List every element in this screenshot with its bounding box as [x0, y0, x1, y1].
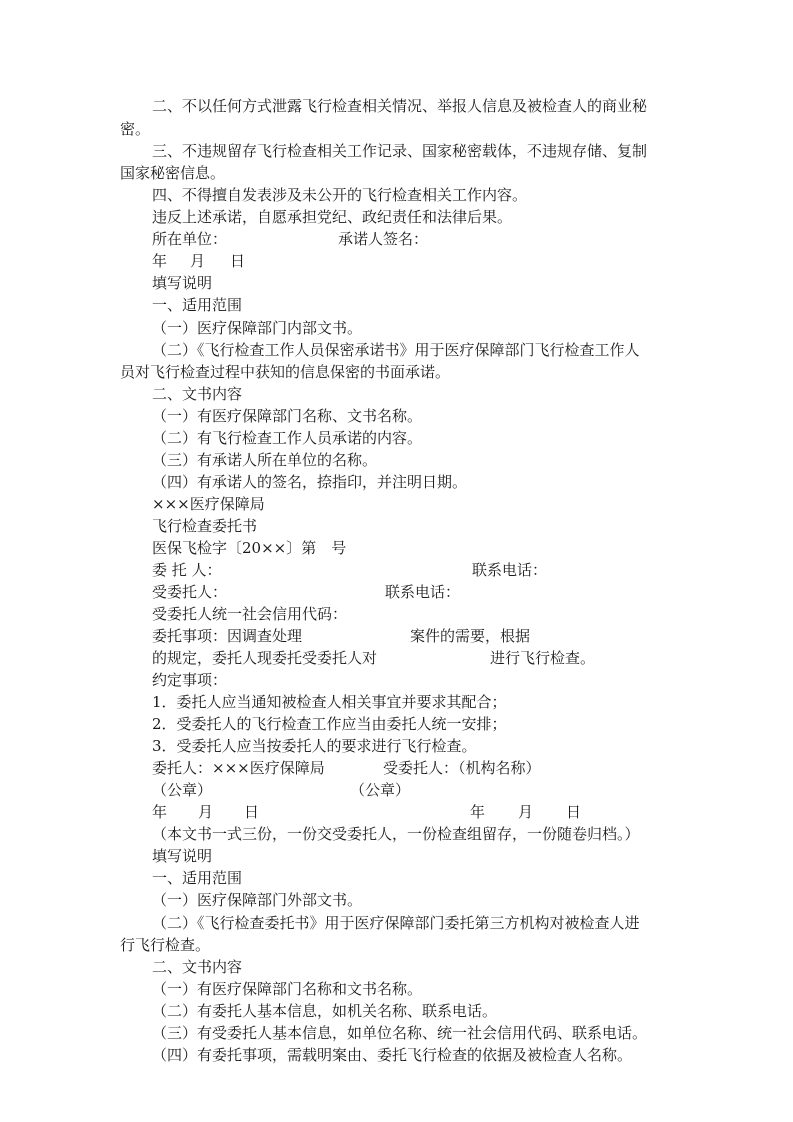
notes-2-content-2: （二）有委托人基本信息，如机关名称、联系电话。: [152, 1002, 498, 1020]
doc-title: 飞行检查委托书: [152, 517, 258, 535]
matter-case: 案件的需要，根据: [410, 627, 531, 645]
agent-label: 受委托人：: [152, 583, 228, 601]
notes-1-title: 填写说明: [152, 274, 213, 292]
notes-1-scope-1: （一）医疗保障部门内部文书。: [152, 319, 363, 337]
right-date-day: 日: [566, 803, 582, 821]
promise-date-year: 年: [152, 252, 168, 270]
sign-principal: 委托人：×××医疗保障局: [152, 759, 325, 777]
notes-2-scope-2-text-2: 行飞行检查。: [120, 936, 211, 954]
notes-1-content-1: （一）有医疗保障部门名称、文书名称。: [152, 407, 423, 425]
left-date-year: 年: [152, 803, 168, 821]
notes-1-content-heading: 二、文书内容: [152, 385, 243, 403]
clause-3-text-2: 国家秘密信息。: [120, 164, 226, 182]
notes-2-scope-heading: 一、适用范围: [152, 869, 243, 887]
unit-label: 所在单位：: [152, 230, 228, 248]
agreement-3: 3．受委托人应当按委托人的要求进行飞行检查。: [152, 737, 477, 755]
signer-label: 承诺人签名：: [338, 230, 429, 248]
agreement-2: 2．受委托人的飞行检查工作应当由委托人统一安排；: [152, 715, 507, 733]
promise-date-day: 日: [230, 252, 246, 270]
clause-2-text-1: 二、不以任何方式泄露飞行检查相关情况、举报人信息及被检查人的商业秘: [152, 97, 648, 115]
agent-credit-code-label: 受委托人统一社会信用代码：: [152, 605, 348, 623]
matter-label: 委托事项：因调查处理: [152, 627, 303, 645]
agreement-1: 1．委托人应当通知被检查人相关事宜并要求其配合；: [152, 693, 507, 711]
clause-3-text-1: 三、不违规留存飞行检查相关工作记录、国家秘密载体，不违规存储、复制: [152, 142, 648, 160]
doc-number: 医保飞检字〔20××〕第 号: [152, 539, 347, 557]
notes-2-scope-2-text-1: （二）《飞行检查委托书》用于医疗保障部门委托第三方机构对被检查人进: [152, 914, 640, 932]
agreement-heading: 约定事项：: [152, 671, 228, 689]
notes-1-content-4: （四）有承诺人的签名，捺指印，并注明日期。: [152, 473, 468, 491]
sign-agent: 受委托人：（机构名称）: [383, 759, 541, 777]
promise-date-month: 月: [190, 252, 206, 270]
notes-1-scope-2-text-1: （二）《飞行检查工作人员保密承诺书》用于医疗保障部门飞行检查工作人: [152, 341, 640, 359]
left-date-month: 月: [198, 803, 214, 821]
notes-1-scope-2-text-2: 员对飞行检查过程中获知的信息保密的书面承诺。: [120, 363, 451, 381]
right-date-year: 年: [470, 803, 486, 821]
agent-phone-label: 联系电话：: [385, 583, 461, 601]
notes-1-content-2: （二）有飞行检查工作人员承诺的内容。: [152, 429, 423, 447]
notes-2-scope-1: （一）医疗保障部门外部文书。: [152, 891, 363, 909]
clause-4-text: 四、不得擅自发表涉及未公开的飞行检查相关工作内容。: [152, 186, 528, 204]
notes-1-content-3: （三）有承诺人所在单位的名称。: [152, 451, 378, 469]
principal-phone-label: 联系电话：: [472, 561, 548, 579]
seal-left: （公章）: [152, 781, 213, 799]
notes-2-content-3: （三）有受委托人基本信息，如单位名称、统一社会信用代码、联系电话。: [152, 1024, 648, 1042]
principal-label: 委 托 人：: [152, 561, 222, 579]
matter-rule: 的规定，委托人现委托受委托人对: [152, 649, 378, 667]
copies-note: （本文书一式三份，一份交受委托人，一份检查组留存，一份随卷归档。）: [152, 825, 640, 843]
matter-inspect: 进行飞行检查。: [490, 649, 596, 667]
notes-2-content-heading: 二、文书内容: [152, 958, 243, 976]
violation-text: 违反上述承诺，自愿承担党纪、政纪责任和法律后果。: [152, 208, 513, 226]
seal-right: （公章）: [350, 781, 411, 799]
left-date-day: 日: [244, 803, 260, 821]
bureau-name: ×××医疗保障局: [152, 495, 265, 513]
notes-2-content-1: （一）有医疗保障部门名称和文书名称。: [152, 980, 423, 998]
notes-1-scope-heading: 一、适用范围: [152, 296, 243, 314]
notes-2-title: 填写说明: [152, 847, 213, 865]
clause-2-text-2: 密。: [120, 120, 151, 138]
notes-2-content-4: （四）有委托事项，需载明案由、委托飞行检查的依据及被检查人名称。: [152, 1046, 633, 1064]
right-date-month: 月: [518, 803, 534, 821]
